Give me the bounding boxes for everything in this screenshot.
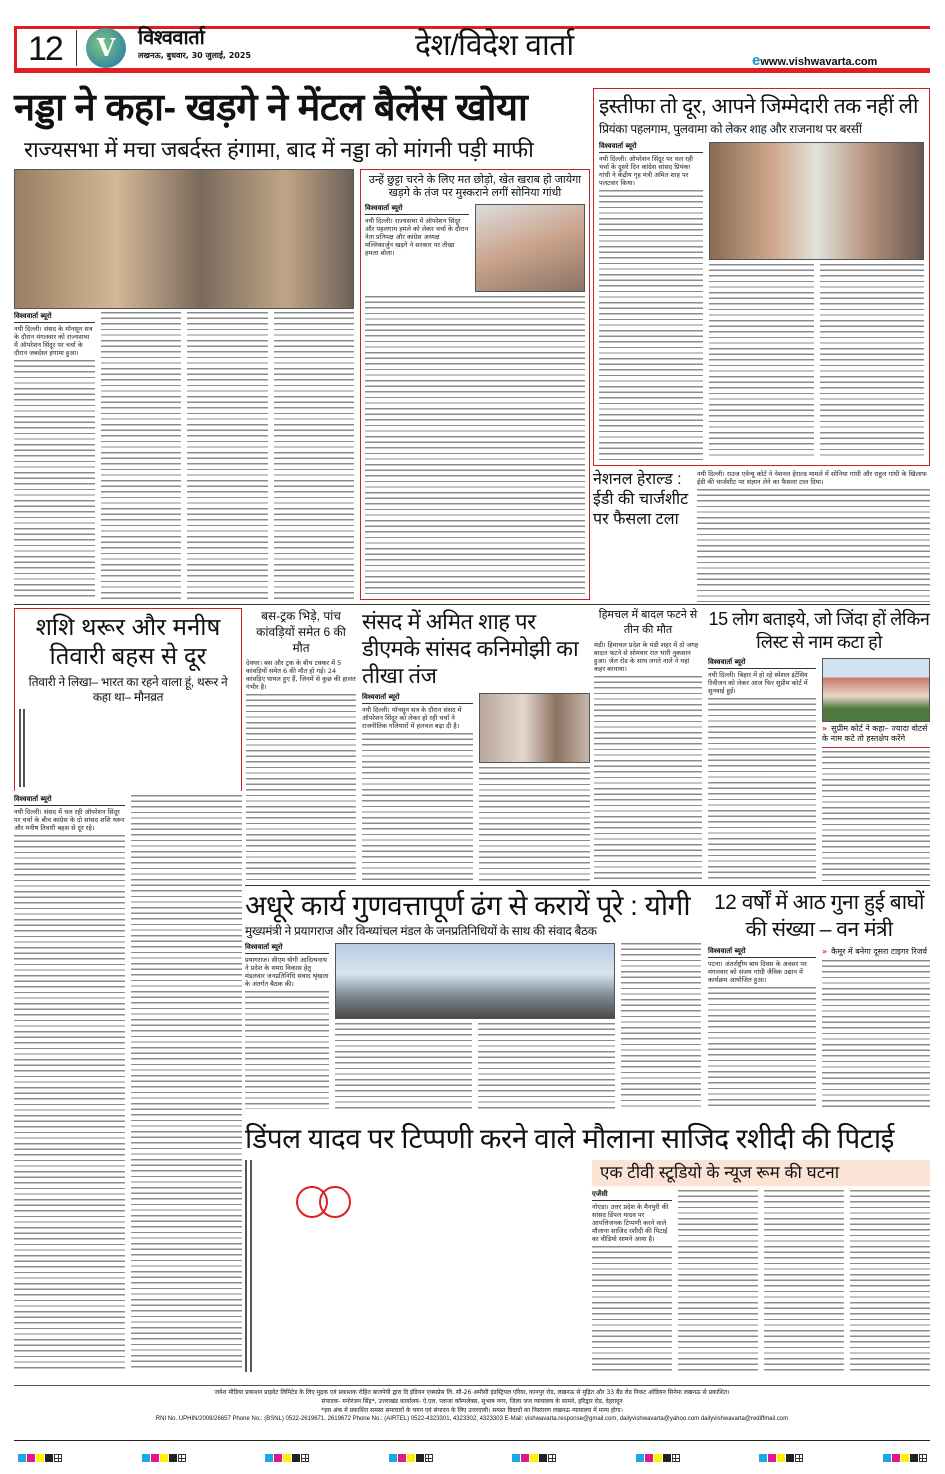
color-swatch (160, 1454, 168, 1462)
section-rule (245, 885, 930, 886)
priyanka-box: इस्तीफा तो दूर, आपने जिम्मेदारी तक नहीं ली प्रियंका पहलगाम, पुलवामा को लेकर शाह और राजनाथ पर बरसीं विश्ववार्ता ब्यूरो नयी दिल्ली। ऑपरेशन सिंदूर पर चल रही चर्चा के दूसरे दिन कांग्रेस सांसद प्रियंका गांधी ने केंद्रीय गृह मंत्री अमित शाह पर पलटवार किया। (593, 88, 930, 466)
color-swatch (759, 1454, 767, 1462)
herald-body: नयी दिल्ली। राउज एवेन्यू कोर्ट ने नेशनल हेराल्ड मामले में सोनिया गांधी और राहुल गांधी के खिलाफ ईडी की चार्जशीट पर संज्ञान लेने का फैसला टाल दिया। (697, 470, 930, 602)
crosshair-swatch (54, 1454, 62, 1462)
crosshair-swatch (795, 1454, 803, 1462)
tigers-photo-caption: » कैमूर में बनेगा दूसरा टाइगर रिजर्व (822, 947, 927, 956)
color-swatch (901, 1454, 909, 1462)
color-swatch (142, 1454, 150, 1462)
kharge-nadda-photo (14, 169, 354, 309)
color-swatch (521, 1454, 529, 1462)
color-swatch (27, 1454, 35, 1462)
sir-body: विश्ववार्ता ब्यूरो नयी दिल्ली। बिहार में हो रहे स्पेशल इंटेंसिव रिवीजन को लेकर आज फिर सुप्रीम कोर्ट में सुनवाई हुई। » सुप्रीम कोर्ट ने कहा– ज्यादा वोटर्स के नाम कटे तो हस्तक्षेप करेंगे (708, 658, 930, 882)
color-bar (265, 1447, 310, 1466)
color-bar (636, 1447, 681, 1466)
lead-headline: नड्डा ने कहा- खड़गे ने मेंटल बैलेंस खोया (14, 87, 528, 129)
crosshair-swatch (672, 1454, 680, 1462)
himachal-body: मंडी। हिमाचल प्रदेश के मंडी शहर में दो जगह बादल फटने से सोमवार रात भारी नुकसान हुआ। जेल रोड के साथ लगते नाले ने यहां कहर बरपाया। (594, 641, 702, 882)
color-bar (142, 1447, 187, 1466)
section-title: देश/विदेश वार्ता (415, 29, 574, 62)
color-swatch (416, 1454, 424, 1462)
priyanka-subheadline: प्रियंका पहलगाम, पुलवामा को लेकर शाह और राजनाथ पर बरसीं (599, 122, 862, 137)
sonia-subheadline: खड़गे के तंज पर मुस्कराने लगीं सोनिया गांधी (388, 187, 562, 200)
color-bar (512, 1447, 557, 1466)
masthead-title: विश्ववार्ता (138, 27, 205, 49)
color-swatch (663, 1454, 671, 1462)
color-swatch (512, 1454, 520, 1462)
color-swatch (883, 1454, 891, 1462)
yogi-subheadline: मुख्यमंत्री ने प्रयागराज और विन्ध्यांचल मंडल के जनप्रतिनिधियों के साथ की संवाद बैठक (245, 924, 597, 938)
studio-photo-2 (250, 1160, 342, 1372)
color-swatch (539, 1454, 547, 1462)
color-bar (18, 1447, 63, 1466)
color-swatch (45, 1454, 53, 1462)
tharoor-photo (19, 709, 21, 787)
color-swatch (892, 1454, 900, 1462)
color-swatch (407, 1454, 415, 1462)
logo-icon: V (86, 28, 126, 68)
crosshair-swatch (178, 1454, 186, 1462)
dimple-headline: डिंपल यादव पर टिप्पणी करने वाले मौलाना साजिद रशीदी की पिटाई (245, 1123, 894, 1154)
crosshair-swatch (919, 1454, 927, 1462)
color-swatch (636, 1454, 644, 1462)
lead-body: विश्ववार्ता ब्यूरो नयी दिल्ली। संसद के मॉनसून सत्र के दौरान मंगलवार को राज्यसभा में ऑपरेशन सिंदूर पर चर्चा के दौरान जबर्दस्त हंगामा हुआ। (14, 312, 354, 600)
crosshair-swatch (301, 1454, 309, 1462)
color-swatch (283, 1454, 291, 1462)
color-swatch (910, 1454, 918, 1462)
herald-headline: नेशनल हेराल्ड : ईडी की चार्जशीट पर फैसला टला (593, 471, 689, 528)
crosshair-swatch (425, 1454, 433, 1462)
sonia-photo (475, 204, 585, 292)
imprint: जयेश मीडिया प्रकाशन प्राइवेट लिमिटेड के लिए मुद्रक एवं प्रकाशक रोहित बाजपेयी द्वारा दि इंडियन एक्सप्रेस लि. सी-26 अमौसी इंडस्ट्रियल एरिया, कानपुर रोड, लखनऊ से मुद्रित और 33 बैंड रोड निकट ओडियन सिनेमा लखनऊ से प्रकाशित। संपादक- मनोरंजन सिंह*, उत्तराखंड कार्यालय- ऐ.एल. प्लाजा कॉम्पलेक्स, सुभाष नगर, जिला जज न्यायालय के सामने, हरिद्वार रोड, देहरादून *इस अंक में प्रकाशित समस्त समाचारों के चयन एवं संपादन के लिए उत्तरदायी। समस्त विवादों का निस्तारण लखनऊ न्यायालय में मान्य होगा। RNI No. UPHIN/2008/26657 Phone No.: (BSNL) 0522-2619671, 2619672 Phone No.: (AIRTEL) 0522-4323301, 4323302, 4323303 E-Mail: vishwavarta.response@gmail.com, dailyvishwavarta@yahoo.com dailyvishwavarta@rediffmail.com (155, 1389, 789, 1422)
tharoor-box (14, 608, 242, 791)
divider (76, 30, 77, 66)
priyanka-photo (709, 142, 924, 260)
color-bar (883, 1447, 928, 1466)
tharoor-body: विश्ववार्ता ब्यूरो नयी दिल्ली। संसद में चल रही ऑपरेशन सिंदूर पर चर्चा के बीच कांग्रेस के दो सांसद शशि थरूर और मनीष तिवारी बहस से दूर रहे। (14, 795, 242, 1372)
color-swatch (151, 1454, 159, 1462)
tewari-photo (23, 709, 25, 787)
yogi-headline: अधूरे कार्य गुणवत्तापूर्ण ढंग से करायें पूरे : योगी (245, 890, 691, 921)
color-swatch (169, 1454, 177, 1462)
sir-headline: 15 लोग बताइये, जो जिंदा हों लेकिन लिस्ट से नाम कटा हो (708, 609, 930, 652)
section-rule (14, 604, 930, 605)
lead-subheadline: राज्यसभा में मचा जबर्दस्त हंगामा, बाद में नड्डा को मांगनी पड़ी माफी (24, 136, 534, 162)
registration-marks (18, 1447, 928, 1466)
bus-headline: बस-ट्रक भिड़े, पांच कांवड़ियों समेत 6 की मौत (256, 609, 346, 655)
color-swatch (786, 1454, 794, 1462)
color-bar (389, 1447, 434, 1466)
himachal-headline: हिमचल में बादल फटने से तीन की मौत (598, 609, 698, 636)
page-number: 12 (28, 30, 62, 68)
kanimozhi-photo (479, 693, 590, 763)
kanimozhi-headline: संसद में अमित शाह पर डीएमके सांसद कनिमोझी का तीखा तंज (362, 609, 579, 688)
color-swatch (777, 1454, 785, 1462)
priyanka-headline: इस्तीफा तो दूर, आपने जिम्मेदारी तक नहीं ली (599, 95, 918, 118)
bus-body: देवघर। बस और ट्रक के बीच टक्कर में 5 कांवड़ियों समेत 6 की मौत हो गई। 24 कांवड़िए घायल हुए हैं, जिनमें से कुछ की हालत गंभीर है। (246, 659, 356, 882)
color-swatch (645, 1454, 653, 1462)
color-swatch (530, 1454, 538, 1462)
color-bar (759, 1447, 804, 1466)
tigers-body: विश्ववार्ता ब्यूरो पटना। अंतर्राष्ट्रीय बाघ दिवस के अवसर पर मंगलवार को संजय गांधी जैविक उद्यान में कार्यक्रम आयोजित हुआ। » कैमूर में बनेगा दूसरा टाइगर रिजर्व (708, 947, 930, 1109)
dimple-subheadline: एक टीवी स्टूडियो के न्यूज रूम की घटना (592, 1160, 930, 1186)
kanimozhi-body: विश्ववार्ता ब्यूरो नयी दिल्ली। मॉनसून सत्र के दौरान संसद में ऑपरेशन सिंदूर को लेकर हो रही चर्चा ने राजनीतिक गलियारों में हलचल बढ़ा दी है। (362, 693, 590, 882)
color-swatch (389, 1454, 397, 1462)
dimple-body: एजेंसी नोएडा। उत्तर प्रदेश के मैनपुरी की सांसद डिंपल यादव पर आपत्तिजनक टिप्पणी करने वाले मौलाना साजिद रशीदी की पिटाई का वीडियो सामने आया है। (592, 1190, 930, 1372)
color-swatch (768, 1454, 776, 1462)
supreme-court-photo (822, 658, 930, 722)
color-swatch (274, 1454, 282, 1462)
tharoor-headline: शशि थरूर और मनीष तिवारी बहस से दूर (35, 614, 221, 670)
website-link[interactable]: ewww.vishwavarta.com (752, 52, 878, 69)
tharoor-subheadline: तिवारी ने लिखा– भारत का रहने वाला हूं, थरूर ने कहा था– मौनव्रत (28, 675, 228, 704)
studio-photo-1 (245, 1160, 319, 1372)
photo-label-2: 2 (319, 1186, 351, 1218)
dateline: लखनऊ, बुधवार, 30 जुलाई, 2025 (138, 51, 251, 60)
photo-label-1: 1 (296, 1186, 328, 1218)
footer-rule-2 (14, 1440, 930, 1441)
sonia-box: उन्हें छुट्टा चरने के लिए मत छोड़ो, खेत खराब हो जायेगा खड़गे के तंज पर मुस्कराने लगीं सोनिया गांधी विश्ववार्ता ब्यूरो नयी दिल्ली। राज्यसभा में ऑपरेशन सिंदूर और पहलगाम हमले को लेकर चर्चा के दौरान नेता प्रतिपक्ष और कांग्रेस अध्यक्ष मल्लिकार्जुन खड़गे ने सरकार पर तीखा हमला बोला। (360, 169, 590, 600)
color-swatch (398, 1454, 406, 1462)
yogi-body: विश्ववार्ता ब्यूरो प्रयागराज। सीएम योगी आदित्यनाथ ने प्रदेश के समग्र विकास हेतु मंडलवार जनप्रतिनिधि संवाद श्रृंखला के अंतर्गत बैठक की। (245, 943, 701, 1109)
footer-rule (14, 1385, 930, 1386)
sonia-headline: उन्हें छुट्टा चरने के लिए मत छोड़ो, खेत खराब हो जायेगा (368, 174, 582, 187)
color-swatch (292, 1454, 300, 1462)
color-swatch (18, 1454, 26, 1462)
yogi-meeting-photo (335, 943, 615, 1019)
color-swatch (36, 1454, 44, 1462)
crosshair-swatch (548, 1454, 556, 1462)
sir-photo-caption: » सुप्रीम कोर्ट ने कहा– ज्यादा वोटर्स के नाम कटे तो हस्तक्षेप करेंगे (822, 722, 930, 748)
ie-icon: e (752, 52, 761, 69)
color-swatch (654, 1454, 662, 1462)
tigers-headline: 12 वर्षों में आठ गुना हुई बाघों की संख्या – वन मंत्री (714, 891, 924, 941)
color-swatch (265, 1454, 273, 1462)
